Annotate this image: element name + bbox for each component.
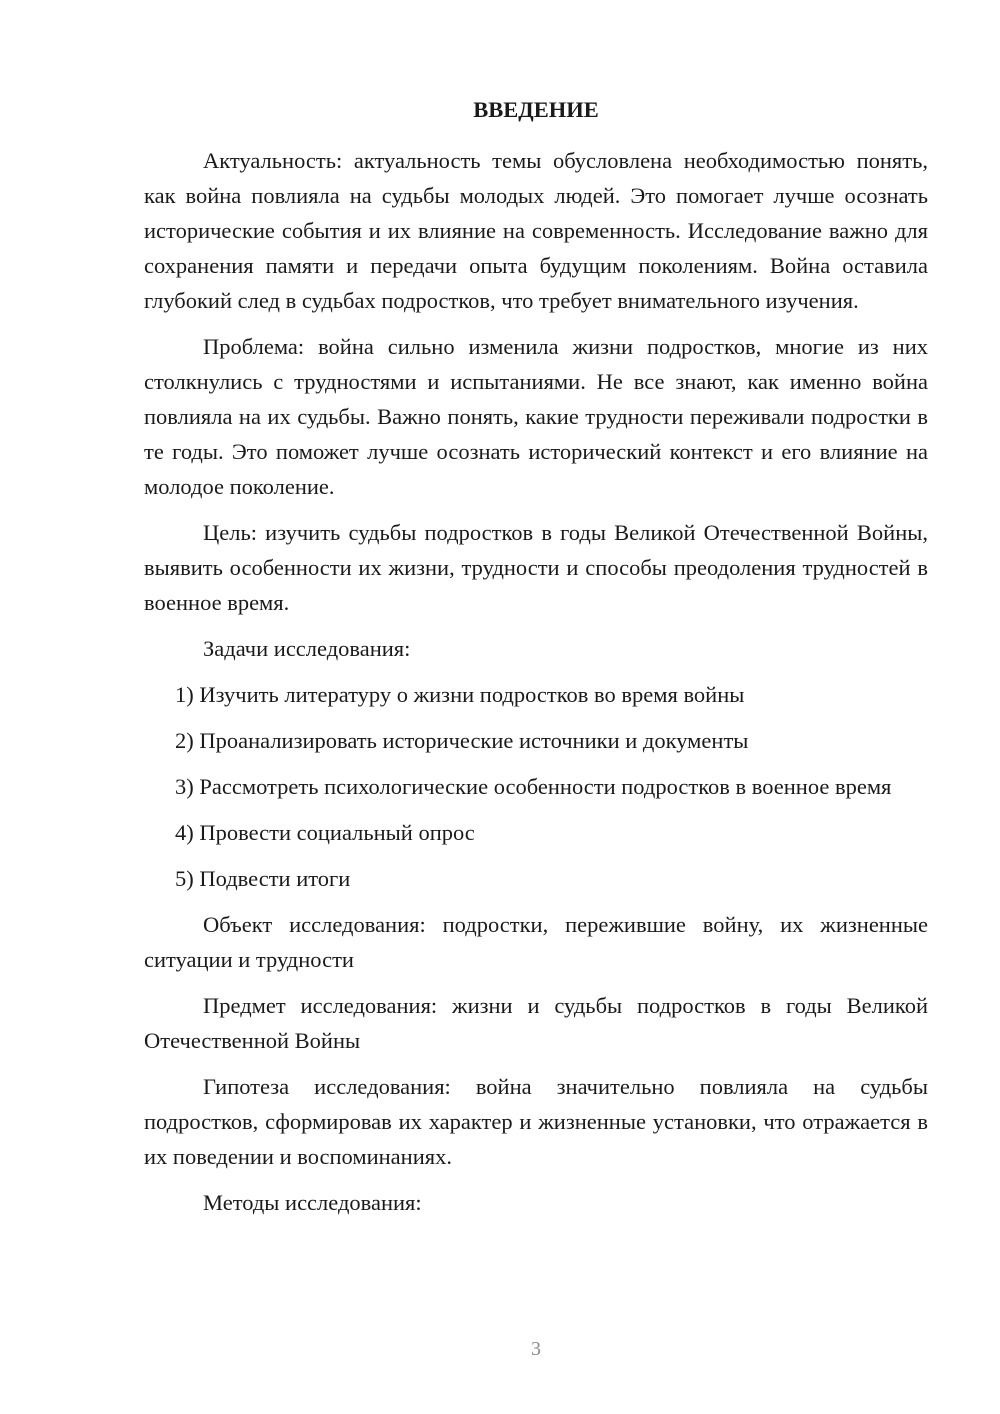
methods-heading: Методы исследования:	[203, 1190, 422, 1215]
relevance-paragraph: Актуальность: актуальность темы обусловлена необходимостью понять, как война повлияла на судьбы молодых людей. Это помогает лучше осознать исторические события и их влияние на современность. Исследование важно для сохранения памяти и передачи опыта будущим поколениям. Война оставила глубокий след в судьбах подростков, что требует внимательного изучения.	[144, 148, 928, 313]
hypothesis-paragraph: Гипотеза исследования: война значительно повлияла на судьбы подростков, сформировав их характер и жизненные установки, что отражается в их поведении и воспоминаниях.	[144, 1074, 928, 1169]
problem-paragraph: Проблема: война сильно изменила жизни подростков, многие из них столкнулись с трудностями и испытаниями. Не все знают, как именно война повлияла на их судьбы. Важно понять, какие трудности переживали подростки в те годы. Это поможет лучше осознать исторический контекст и его влияние на молодое поколение.	[144, 334, 928, 499]
tasks-heading: Задачи исследования:	[203, 636, 411, 661]
subject-paragraph: Предмет исследования: жизни и судьбы подростков в годы Великой Отечественной Войны	[144, 993, 928, 1053]
task-item-3: 3) Рассмотреть психологические особенности подростков в военное время	[175, 774, 892, 799]
task-item-1: 1) Изучить литературу о жизни подростков во время войны	[175, 682, 745, 707]
task-item-5: 5) Подвести итоги	[175, 866, 351, 891]
task-item-4: 4) Провести социальный опрос	[175, 820, 475, 845]
task-item-2: 2) Проанализировать исторические источники и документы	[175, 728, 749, 753]
page-number: 3	[531, 1338, 541, 1360]
section-title: ВВЕДЕНИЕ	[473, 97, 599, 122]
goal-paragraph: Цель: изучить судьбы подростков в годы Великой Отечественной Войны, выявить особенности их жизни, трудности и способы преодоления трудностей в военное время.	[144, 520, 928, 615]
page-content	[144, 92, 928, 1231]
object-paragraph: Объект исследования: подростки, пережившие войну, их жизненные ситуации и трудности	[144, 912, 928, 972]
